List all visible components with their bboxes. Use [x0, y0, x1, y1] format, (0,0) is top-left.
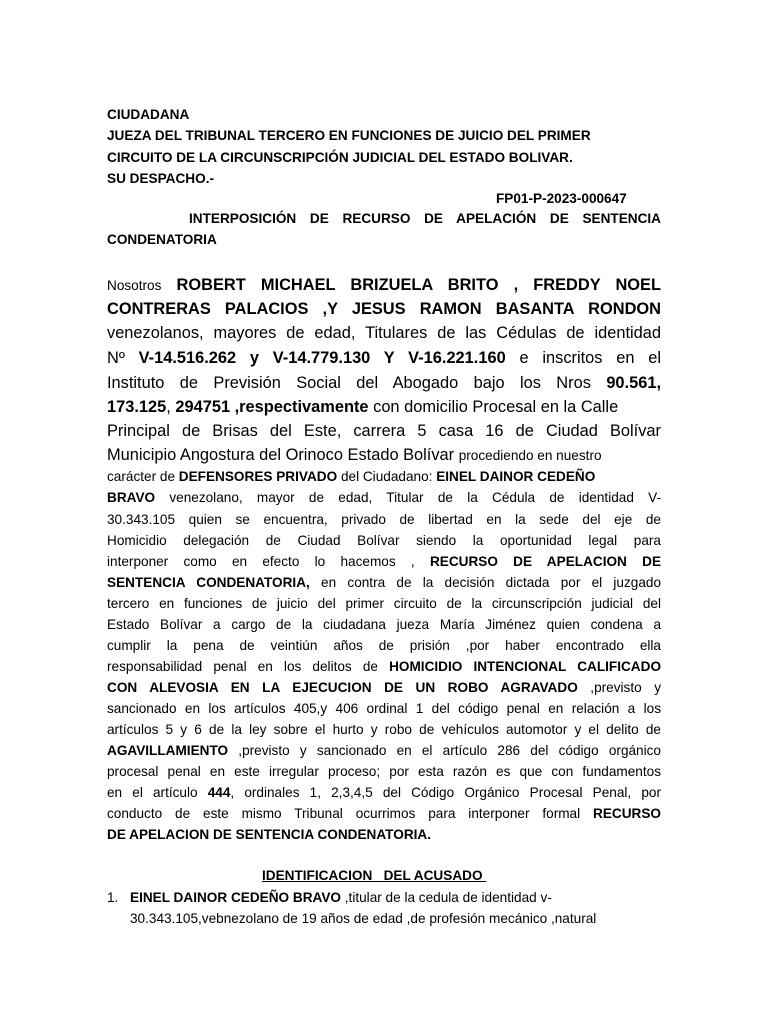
list-item-number: 1. — [107, 890, 119, 905]
crime-name: CON ALEVOSIA EN LA EJECUCION DE UN ROBO AGRAVADO — [107, 680, 578, 695]
body-line: CON ALEVOSIA EN LA EJECUCION DE UN ROBO AGRAVADO ,previsto y — [107, 680, 661, 695]
body-line: 30.343.105 quien se encuentra, privado de libertad en la sede del eje de — [107, 512, 661, 527]
body-line — [107, 371, 661, 395]
article-number: 444 — [207, 785, 231, 800]
body-text: Nº — [107, 349, 125, 367]
crime-name: AGAVILLAMIENTO — [107, 743, 229, 758]
body-line: artículos 5 y 6 de la ley sobre el hurto y robo de vehículos automotor y el delito de — [107, 722, 661, 737]
defendant-name: EINEL DAINOR CEDEÑO — [436, 469, 596, 484]
case-number: FP01-P-2023-000647 — [496, 191, 627, 206]
body-line — [107, 297, 661, 321]
lawyer-names: CONTRERAS PALACIOS ,Y JESUS RAMON BASANTA RONDON — [107, 300, 661, 318]
body-line: responsabilidad penal en los delitos de HOMICIDIO INTENCIONAL CALIFICADO — [107, 659, 662, 674]
addressee-office: SU DESPACHO.- — [107, 171, 214, 186]
body-text: Nosotros — [107, 278, 162, 293]
appeal-title: DE APELACION DE SENTENCIA CONDENATORIA. — [107, 827, 432, 842]
body-line: carácter de DEFENSORES PRIVADO del Ciudadano: EINEL DAINOR CEDEÑO — [107, 469, 596, 484]
list-item-continuation: 30.343.105,vebnezolano de 19 años de edad ,de profesión mecánico ,natural — [130, 911, 597, 926]
defendant-name: BRAVO — [107, 490, 156, 505]
body-line: tercero en funciones de juicio del primer circuito de la circunscripción judicial del — [107, 596, 661, 611]
section-heading: IDENTIFICACION DEL ACUSADO — [262, 868, 487, 883]
document-title-line1: INTERPOSICIÓN DE RECURSO DE APELACIÓN DE SENTENCIA — [189, 211, 661, 226]
body-line: 173.125, 294751 ,respectivamente con domicilio Procesal en la Calle — [107, 398, 619, 416]
body-line: AGAVILLAMIENTO ,previsto y sancionado en el artículo 286 del código orgánico — [107, 743, 661, 758]
addressee-court-line1: JUEZA DEL TRIBUNAL TERCERO EN FUNCIONES DE JUICIO DEL PRIMER — [107, 128, 591, 143]
list-item: EINEL DAINOR CEDEÑO BRAVO ,titular de la cedula de identidad v- — [130, 890, 552, 905]
body-text: e inscritos en el — [519, 349, 662, 367]
body-line — [107, 824, 661, 845]
registration-numbers: 173.125 — [107, 398, 167, 416]
body-line: sancionado en los artículos 405,y 406 ordinal 1 del código penal en relación a los — [107, 701, 661, 716]
defendant-name: EINEL DAINOR CEDEÑO BRAVO — [130, 890, 341, 905]
body-text: procediendo en nuestro — [458, 448, 602, 463]
body-line — [107, 346, 661, 370]
document-title-line2: CONDENATORIA — [107, 232, 217, 247]
body-line: BRAVO venezolano, mayor de edad, Titular de la Cédula de identidad V- — [107, 490, 661, 505]
crime-name: HOMICIDIO INTENCIONAL CALIFICADO — [389, 659, 662, 674]
body-line — [107, 443, 661, 467]
body-text: Municipio Angostura del Orinoco Estado Bolívar — [107, 446, 455, 464]
body-line: Estado Bolívar a cargo de la ciudadana jueza María Jiménez quien condena a — [107, 617, 661, 632]
addressee-court-line2: CIRCUITO DE LA CIRCUNSCRIPCIÓN JUDICIAL DEL ESTADO BOLIVAR. — [107, 150, 573, 165]
body-line — [107, 273, 661, 297]
body-text: con domicilio Procesal en la Calle — [373, 398, 619, 416]
addressee-title: CIUDADANA — [107, 107, 190, 122]
id-numbers: V-14.516.262 y V-14.779.130 Y V-16.221.160 — [138, 349, 506, 367]
body-line: conducto de este mismo Tribunal ocurrimos para interponer formal RECURSO — [107, 806, 661, 821]
appeal-title: SENTENCIA CONDENATORIA, — [107, 575, 310, 590]
body-line: interponer como en efecto lo hacemos , RECURSO DE APELACION DE — [107, 554, 662, 569]
registration-numbers: 90.561, — [606, 374, 661, 392]
body-line: SENTENCIA CONDENATORIA, en contra de la decisión dictada por el juzgado — [107, 575, 662, 590]
body-line: cumplir la pena de veintiún años de prisión ,por haber encontrado ella — [107, 638, 661, 653]
body-line: procesal penal en este irregular proceso; por esta razón es que con fundamentos — [107, 764, 661, 779]
lawyer-names: ROBERT MICHAEL BRIZUELA BRITO , FREDDY NOEL — [176, 276, 661, 294]
body-text: Instituto de Previsión Social del Abogado bajo los Nros — [107, 374, 591, 392]
registration-numbers: 294751 ,respectivamente — [175, 398, 369, 416]
body-line: en el artículo 444, ordinales 1, 2,3,4,5 del Código Orgánico Procesal Penal, por — [107, 785, 661, 800]
body-line: venezolanos, mayores de edad, Titulares de las Cédulas de identidad — [107, 324, 661, 342]
defenders-role: DEFENSORES PRIVADO — [178, 469, 338, 484]
body-line: Homicidio delegación de Ciudad Bolívar siendo la oportunidad legal para — [107, 533, 661, 548]
appeal-title: RECURSO — [593, 806, 661, 821]
appeal-title: RECURSO DE APELACION DE — [429, 554, 662, 569]
body-line: Principal de Brisas del Este, carrera 5 casa 16 de Ciudad Bolívar — [107, 422, 661, 440]
